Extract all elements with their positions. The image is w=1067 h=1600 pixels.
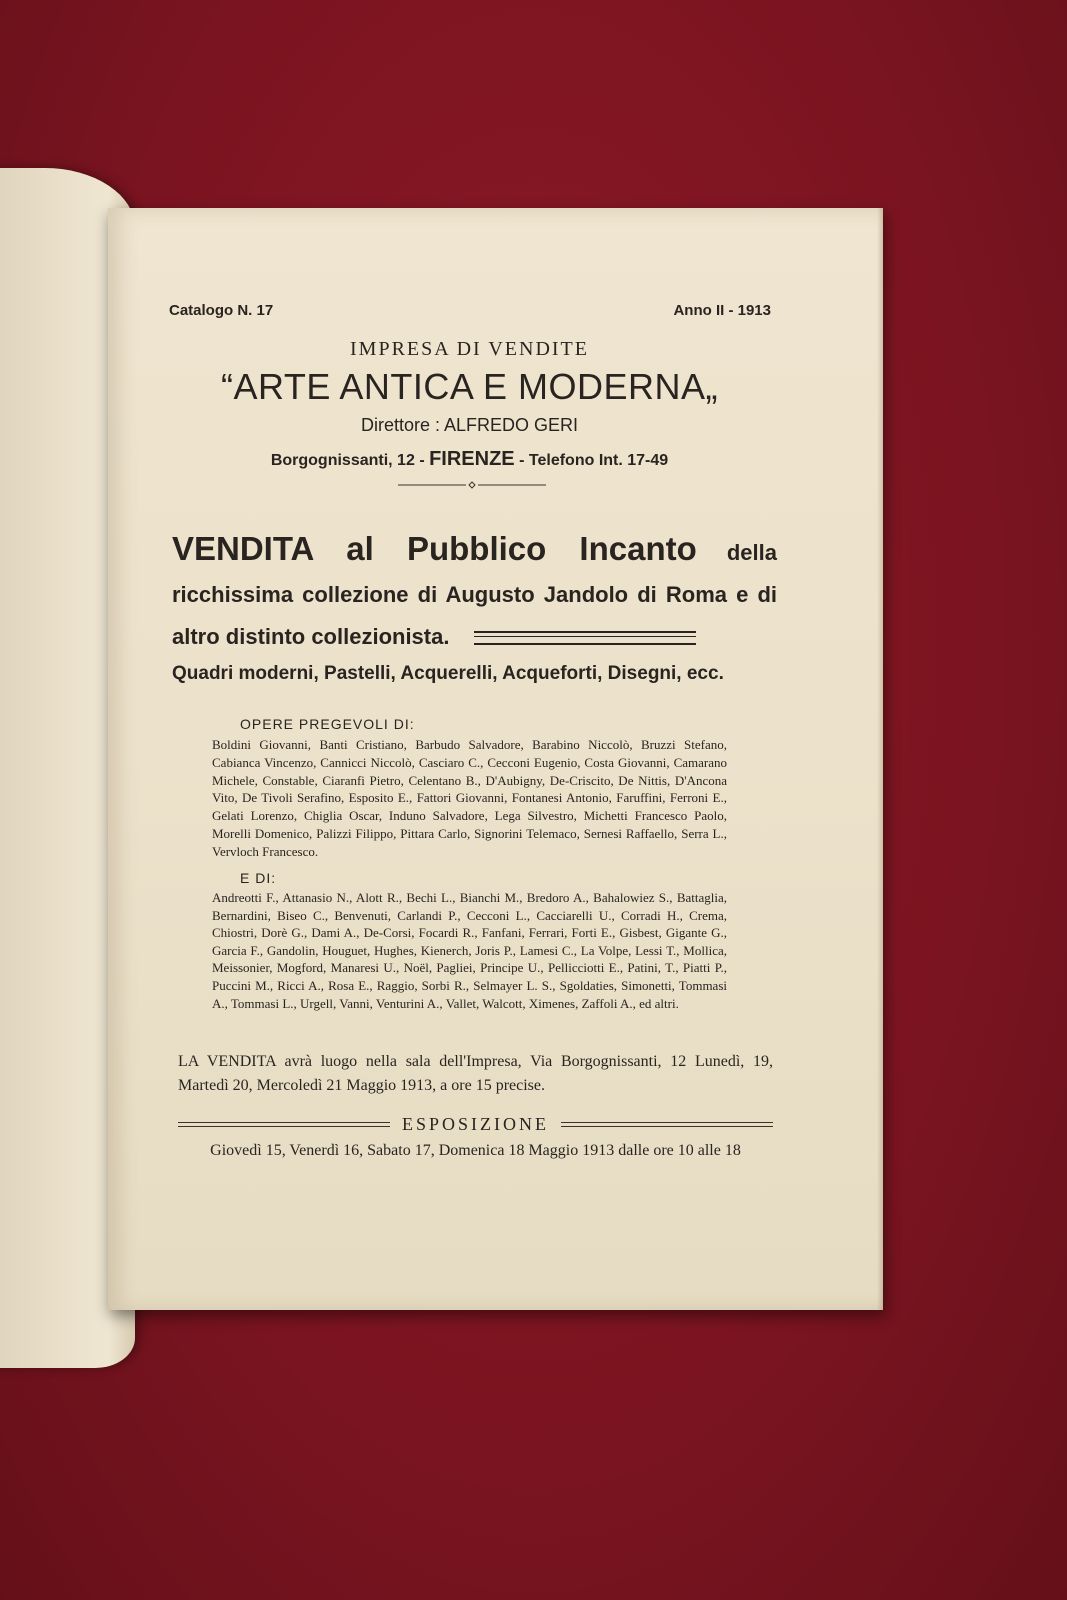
address-separator: -	[419, 452, 425, 469]
company-director: Direttore : ALFREDO GERI	[360, 415, 579, 435]
announcement-text: della ricchissima collezione di Augusto Jandolo di Roma e di altro distinto collezionista.	[172, 540, 777, 649]
catalog-number: Catalogo N. 17	[169, 302, 274, 319]
announcement-lead: VENDITA al Pubblico Incanto	[172, 530, 697, 567]
company-kicker: IMPRESA DI VENDITE	[350, 338, 589, 360]
address-separator: -	[519, 452, 525, 469]
works-artist-list: Boldini Giovanni, Banti Cristiano, Barbudo Salvadore, Barabino Niccolò, Bruzzi Stefano, Cabianca Vincenzo, Cannicci Niccolò, Casciaro C., Cecconi Eugenio, Costa Giovanni, Camarano Michele, Constable, Ciaranfi Pietro, Celentano B., D'Aubigny, De-Criscito, De Nittis, D'Ancona Vito, De Tivoli Serafino, Esposito E., Fattori Giovanni, Fontanesi Antonio, Faruffini, Ferroni E., Gelati Lorenzo, Chiglia Oscar, Induno Salvadore, Lega Silvestro, Michetti Francesco Paolo, Morelli Domenico, Palizzi Filippo, Pittara Carlo, Signorini Telemaco, Sernesi Raffaello, Serra L., Vervloch Francesco.	[212, 737, 727, 859]
address-line	[108, 448, 831, 471]
address-city: FIRENZE	[429, 448, 515, 470]
exhibition-rule-right	[561, 1122, 773, 1127]
exhibition-heading-row	[178, 1112, 773, 1136]
others-heading: E DI:	[240, 870, 277, 886]
ornament-divider	[398, 480, 546, 490]
sale-details: LA VENDITA avrà luogo nella sala dell'Impresa, Via Borgognissanti, 12 Lunedì, 19, Martedì 20, Mercoledì 21 Maggio 1913, a ore 15 precise.	[178, 1053, 773, 1094]
address-phone: Telefono Int. 17-49	[528, 452, 669, 469]
others-artist-list: Andreotti F., Attanasio N., Alott R., Bechi L., Bianchi M., Bredoro A., Bahalowiez S., Battaglia, Bernardini, Biseo C., Benvenuti, Carlandi P., Cecconi L., Cacciarelli U., Corradi H., Crema, Chiostri, Dorè G., Dami A., De-Corsi, Focardi R., Fanfani, Ferrari, Forti E., Gisbest, Gigante G., Garcia F., Gandolin, Houguet, Hughes, Kienerch, Joris P., Lamesi C., La Volpe, Lessi T., Mollica, Meissonier, Mogford, Manaresi U., Noël, Pagliei, Principe U., Pellicciotti E., Patini, T., Piatti P., Puccini M., Ricci A., Rosa E., Raggio, Sorbi R., Selmayer L. S., Sgoldaties, Simonetti, Tommasi A., Tommasi L., Urgell, Vanni, Venturini A., Vallet, Walcott, Ximenes, Zaffoli A., ed altri.	[212, 890, 727, 1011]
company-name: “ARTE ANTICA E MODERNA„	[221, 366, 718, 407]
catalog-year: Anno II - 1913	[673, 302, 771, 319]
works-heading: OPERE PREGEVOLI DI:	[240, 716, 415, 732]
address-street: Borgognissanti, 12	[270, 452, 415, 469]
exhibition-title: ESPOSIZIONE	[402, 1113, 550, 1134]
triple-rule	[474, 631, 696, 645]
sale-announcement	[172, 528, 777, 658]
exhibition-rule-left	[178, 1122, 390, 1127]
announcement-subtitle: Quadri moderni, Pastelli, Acquerelli, Acqueforti, Disegni, ecc.	[172, 663, 724, 684]
catalog-page	[108, 208, 883, 1310]
exhibition-dates: Giovedì 15, Venerdì 16, Sabato 17, Domenica 18 Maggio 1913 dalle ore 10 alle 18	[210, 1142, 741, 1159]
